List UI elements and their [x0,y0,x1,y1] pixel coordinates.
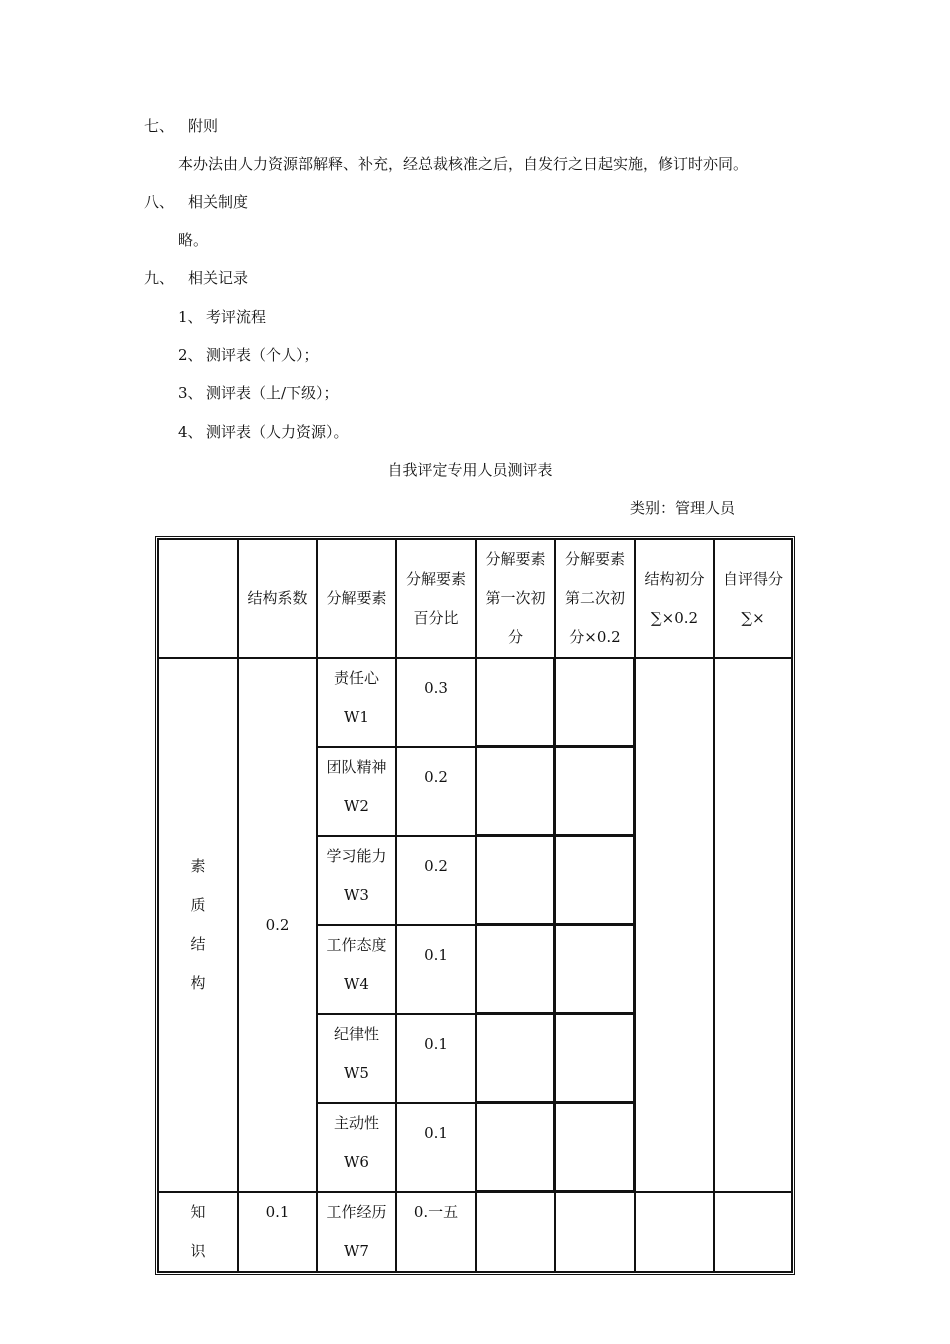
evaluation-table [155,536,795,1275]
record-item-number: 1、 [178,308,203,326]
factor-name: 团队精神 [326,758,387,776]
group-label-char: 构 [190,974,206,992]
header-factor: 分解要素 [317,539,396,658]
form-title [0,460,950,480]
factor-cell [317,836,396,925]
factor-code: W1 [344,708,369,726]
header-structure-coefficient: 结构系数 [238,539,317,658]
factor-name: 工作经历 [326,1203,387,1221]
factor-name: 主动性 [333,1114,379,1132]
form-category: 类别：管理人员 [630,499,736,517]
group-label-char: 素 [190,857,206,875]
factor-percentage: 0.1 [396,1014,476,1103]
factor-cell [317,1014,396,1103]
group-label-char: 质 [190,896,206,914]
header-self-score [714,539,792,658]
first-score-cell[interactable] [476,658,555,747]
factor-code: W3 [344,886,369,904]
header-factor-percentage [396,539,476,658]
record-item [178,345,319,365]
second-score-cell[interactable] [555,1192,635,1272]
table-header-row [158,539,792,658]
factor-cell [317,747,396,836]
header-line: 分解要素 [485,550,546,568]
second-score-cell[interactable] [555,925,635,1014]
factor-percentage: 0.2 [396,747,476,836]
record-item-number: 3、 [178,384,203,402]
factor-code: W5 [344,1064,369,1082]
header-line: 分解要素 [405,569,466,588]
second-score-cell[interactable] [555,1103,635,1192]
first-score-cell[interactable] [476,925,555,1014]
first-score-cell[interactable] [476,747,555,836]
section-number: 八、 [144,193,175,211]
header-line: ∑×0.2 [650,608,699,627]
structure-score-cell[interactable] [635,1192,714,1272]
header-line: 百分比 [413,608,459,627]
record-item-text: 测评表（人力资源）。 [206,423,349,441]
table-row [158,658,792,747]
factor-code: W6 [344,1153,369,1171]
record-item-text: 考评流程 [206,308,267,326]
factor-cell [317,1192,396,1272]
second-score-cell[interactable] [555,658,635,747]
group-label-char: 识 [190,1242,206,1260]
factor-percentage: 0.1 [396,925,476,1014]
section-eight-body: 略。 [178,231,209,249]
header-line: 分 [507,628,523,646]
factor-cell [317,925,396,1014]
factor-cell [317,658,396,747]
factor-percentage: 0.1 [396,1103,476,1192]
record-item-number: 4、 [178,423,203,441]
second-score-cell[interactable] [555,836,635,925]
header-line: 分解要素 [564,550,625,568]
group-coefficient: 0.1 [238,1192,317,1272]
group-label-quality-structure [158,658,238,1192]
factor-name: 工作态度 [326,936,387,954]
record-item-text: 测评表（上/下级）； [206,384,339,402]
self-score-cell[interactable] [714,658,792,1192]
section-title: 相关制度 [188,193,249,211]
record-item [178,383,339,403]
header-line: 分×0.2 [569,628,621,646]
group-label-knowledge [158,1192,238,1272]
record-item-number: 2、 [178,346,203,364]
section-seven-heading [144,116,218,136]
form-title-text: 自我评定专用人员测评表 [387,461,553,479]
header-structure-score [635,539,714,658]
factor-name: 纪律性 [333,1025,379,1043]
section-title: 相关记录 [188,269,249,287]
first-score-cell[interactable] [476,836,555,925]
header-line: 自评得分 [722,569,783,588]
self-score-cell[interactable] [714,1192,792,1272]
record-item [178,422,349,442]
section-eight-heading [144,192,248,212]
section-nine-heading [144,268,248,288]
factor-percentage: 0.一五 [396,1192,476,1272]
factor-percentage: 0.2 [396,836,476,925]
factor-cell [317,1103,396,1192]
group-label-char: 知 [190,1203,206,1221]
structure-score-cell[interactable] [635,658,714,1192]
factor-code: W7 [344,1242,369,1260]
factor-percentage: 0.3 [396,658,476,747]
header-blank [158,539,238,658]
header-second-score [555,539,635,658]
header-line: 第一次初 [485,589,546,607]
section-title: 附则 [188,117,219,135]
section-number: 七、 [144,117,175,135]
first-score-cell[interactable] [476,1103,555,1192]
group-label-char: 结 [190,935,206,953]
factor-name: 学习能力 [326,847,387,865]
header-line: ∑× [741,608,765,627]
section-seven-body: 本办法由人力资源部解释、补充，经总裁核准之后，自发行之日起实施，修订时亦同。 [178,155,749,173]
section-number: 九、 [144,269,175,287]
first-score-cell[interactable] [476,1014,555,1103]
table-row [158,1192,792,1272]
group-coefficient: 0.2 [238,658,317,1192]
header-line: 结构初分 [644,569,705,588]
factor-code: W4 [344,975,369,993]
factor-name: 责任心 [333,669,379,687]
second-score-cell[interactable] [555,747,635,836]
header-line: 第二次初 [564,589,625,607]
factor-code: W2 [344,797,369,815]
first-score-cell[interactable] [476,1192,555,1272]
second-score-cell[interactable] [555,1014,635,1103]
record-item [178,307,266,327]
header-first-score [476,539,555,658]
record-item-text: 测评表（个人）； [206,346,319,364]
